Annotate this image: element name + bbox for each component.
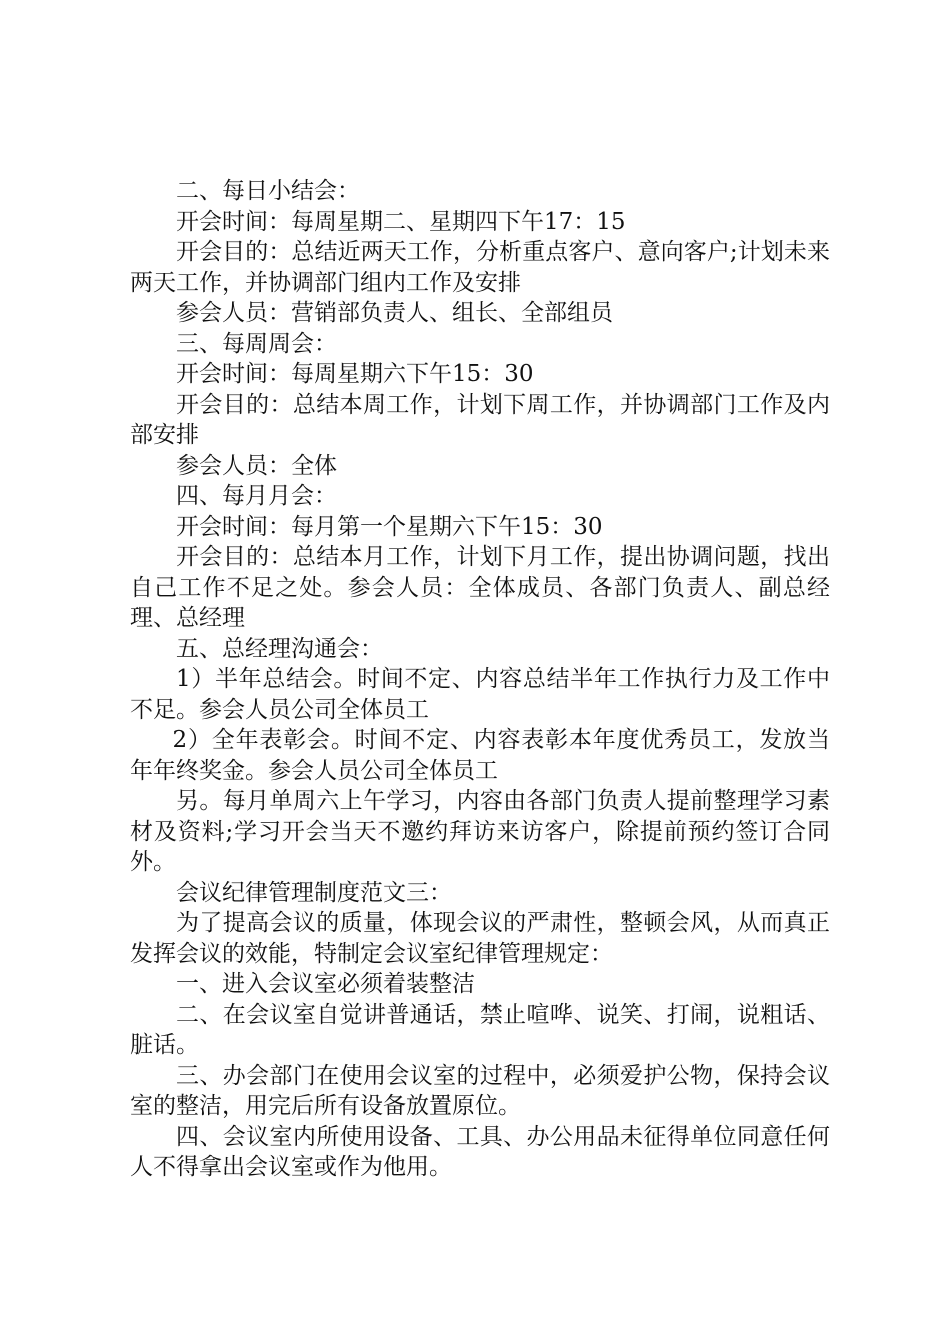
document-body [130, 176, 830, 1183]
paragraph: 开会目的：总结近两天工作，分析重点客户、意向客户;计划未来两天工作，并协调部门组内工作及安排 [130, 239, 830, 296]
rule-item: 一、进入会议室必须着装整洁 [176, 971, 475, 997]
paragraph: 开会时间：每周星期二、星期四下午17：15 [176, 208, 626, 235]
section-heading-gm-meeting: 五、总经理沟通会： [176, 635, 383, 662]
section-heading-sample-three: 会议纪律管理制度范文三： [176, 879, 452, 906]
list-item: 1）半年总结会。时间不定、内容总结半年工作执行力及工作中不足。参会人员公司全体员工 [130, 666, 830, 723]
rule-item: 二、在会议室自觉讲普通话，禁止喧哗、说笑、打闹，说粗话、脏话。 [130, 1001, 830, 1058]
section-heading-monthly-meeting: 四、每月月会： [176, 483, 337, 509]
paragraph: 开会目的：总结本周工作，计划下周工作，并协调部门工作及内部安排 [130, 391, 830, 448]
paragraph: 为了提高会议的质量，体现会议的严肃性，整顿会风，从而真正发挥会议的效能，特制定会议室纪律管理规定： [130, 910, 830, 967]
paragraph: 开会时间：每周星期六下午15：30 [176, 361, 534, 387]
paragraph: 参会人员：全体 [176, 452, 337, 479]
rule-item: 三、办会部门在使用会议室的过程中，必须爱护公物，保持会议室的整洁，用完后所有设备放置原位。 [130, 1062, 830, 1119]
rule-item: 四、会议室内所使用设备、工具、办公用品未征得单位同意任何人不得拿出会议室或作为他用。 [130, 1123, 830, 1180]
section-heading-daily-meeting: 二、每日小结会： [176, 178, 360, 204]
paragraph: 开会目的：总结本月工作，计划下月工作，提出协调问题，找出自己工作不足之处。参会人员：全体成员、各部门负责人、副总经理、总经理 [130, 544, 830, 631]
paragraph: 开会时间：每月第一个星期六下午15：30 [176, 513, 603, 540]
section-heading-weekly-meeting: 三、每周周会： [176, 330, 337, 357]
paragraph: 另。每月单周六上午学习，内容由各部门负责人提前整理学习素材及资料;学习开会当天不邀约拜访来访客户，除提前预约签订合同外。 [130, 788, 830, 875]
paragraph: 参会人员：营销部负责人、组长、全部组员 [176, 300, 613, 326]
list-item: 2）全年表彰会。时间不定、内容表彰本年度优秀员工，发放当年年终奖金。参会人员公司全体员工 [130, 727, 830, 784]
